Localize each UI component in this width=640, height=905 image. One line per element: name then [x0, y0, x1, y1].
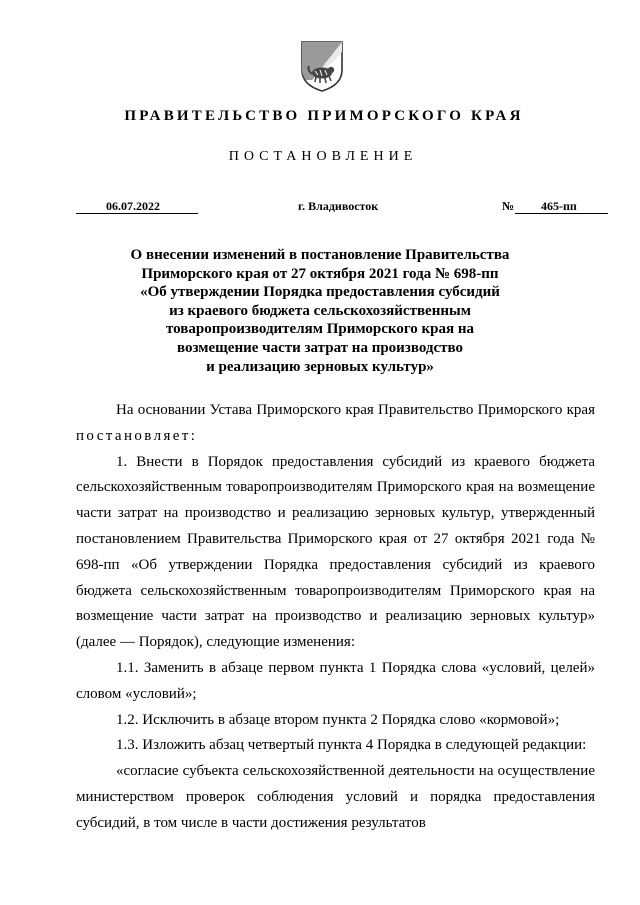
document-meta-row [76, 199, 608, 215]
subject-line: товаропроизводителям Приморского края на [165, 321, 474, 338]
document-type: ПОСТАНОВЛЕНИЕ [228, 149, 418, 164]
body-paragraph: 1. Внести в Порядок предоставления субсидий из краевого бюджета сельскохозяйственным товаропроизводителям Приморского края на возмещение части затрат на производство и реализацию зерновых культур, утвержденный постановлением Правительства Приморского края от 27 октября 2021 года № 698-пп «Об утверждении Порядка предоставления субсидий из краевого бюджета сельскохозяйственным товаропроизводителям Приморского края на возмещение части затрат на производство и реализацию зерновых культур» (далее — Порядок), следующие изменения: [76, 453, 595, 651]
document-body [76, 398, 595, 837]
subject-line: из краевого бюджета сельскохозяйственным [169, 302, 471, 319]
subject-line: возмещение части затрат на производство [176, 339, 464, 356]
number-sign: № [502, 199, 515, 213]
intro-text: На основании Устава Приморского края Правительство Приморского края [116, 402, 595, 418]
subject-line: и реализацию зерновых культур» [206, 358, 434, 375]
intro-paragraph [76, 398, 595, 450]
subject-line: О внесении изменений в постановление Правительства [130, 247, 510, 263]
document-city: г. Владивосток [298, 199, 379, 213]
decree-word: постановляет: [76, 427, 198, 444]
body-paragraph: 1.3. Изложить абзац четвертый пункта 4 Порядка в следующей редакции: [116, 737, 587, 754]
document-subject [0, 246, 640, 376]
subject-line: Приморского края от 27 октября 2021 года № 698-пп [141, 265, 499, 282]
document-number: 465-пп [515, 199, 608, 214]
document-date: 06.07.2022 [76, 199, 198, 214]
primorsky-krai-coat-of-arms-icon [300, 40, 344, 92]
body-paragraph: 1.2. Исключить в абзаце втором пункта 2 Порядка слово «кормовой»; [116, 711, 560, 728]
government-title: ПРАВИТЕЛЬСТВО ПРИМОРСКОГО КРАЯ [124, 108, 524, 124]
subject-line: «Об утверждении Порядка предоставления субсидий [140, 284, 500, 301]
body-paragraph: «согласие субъекта сельскохозяйственной деятельности на осуществление министерством проверок соблюдения условий и порядка предоставления субсидий, в том числе в части достижения результатов [76, 763, 595, 831]
body-paragraph: 1.1. Заменить в абзаце первом пункта 1 Порядка слова «условий, целей» словом «условий»; [76, 659, 595, 702]
